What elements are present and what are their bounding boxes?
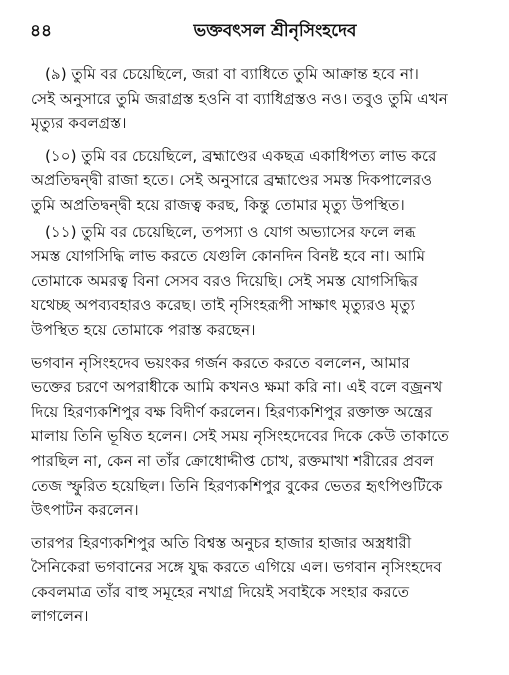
text-line: তারপর হিরণ্যকশিপুর অতি বিশ্বস্ত অনুচর হাজার হাজার অস্ত্রধারী [31, 533, 412, 552]
text-line: দিয়ে হিরণ্যকশিপুর বক্ষ বিদীর্ণ করলেন। হিরণ্যকশিপুর রক্তাক্ত অন্ত্রের [31, 402, 433, 421]
text-line: ভগবান নৃসিংহদেব ভয়ংকর গর্জন করতে করতে বললেন, আমার [31, 353, 410, 372]
text-line: (১০) তুমি বর চেয়েছিলে, ব্রহ্মাণ্ডের একছত্র একাধিপত্য লাভ করে [45, 146, 437, 165]
running-title: ভক্তবৎসল শ্রীনৃসিংহদেব [193, 21, 357, 41]
text-line: তেজ স্ফুরিত হয়েছিল। তিনি হিরণ্যকশিপুর বুকের ভেতর হৃৎপিণ্ডটিকে [31, 476, 443, 495]
body-text [31, 62, 483, 631]
paragraph-11 [31, 220, 483, 343]
text-line: মালায় তিনি ভূষিত হলেন। সেই সময় নৃসিংহদেবের দিকে কেউ তাকাতে [31, 427, 449, 446]
paragraph-narrative-2 [31, 531, 483, 629]
paragraph-9 [31, 62, 483, 136]
text-line: কেবলমাত্র তাঁর বাহু সমূহের নখাগ্র দিয়েই সবাইকে সংহার করতে [31, 582, 410, 601]
text-line: তুমি অপ্রতিদ্বন্দ্বী হয়ে রাজত্ব করছ, কিন্তু তোমার মৃত্যু উপস্থিত। [31, 195, 405, 214]
text-line: (৯) তুমি বর চেয়েছিলে, জরা বা ব্যাধিতে তুমি আক্রান্ত হবে না। [45, 65, 419, 83]
text-line: অপ্রতিদ্বন্দ্বী রাজা হতে। সেই অনুসারে ব্রহ্মাণ্ডের সমস্ত দিকপালেরও [31, 171, 433, 190]
text-line: সৈনিকেরা ভগবানের সঙ্গে যুদ্ধ করতে এগিয়ে এল। ভগবান নৃসিংহদেব [31, 558, 442, 577]
text-line: উপস্থিত হয়ে তোমাকে পরাস্ত করছেন। [31, 320, 256, 339]
paragraph-narrative-1 [31, 351, 483, 523]
text-line: তোমাকে অমরত্ব বিনা সেসব বরও দিয়েছি। সেই সমস্ত যোগসিদ্ধির [31, 271, 419, 290]
page-number: ৪৪ [30, 21, 53, 41]
paragraph-10 [31, 144, 483, 218]
text-line: যথেচ্ছ অপব্যবহারও করেছ। তাই নৃসিংহরূপী সাক্ষাৎ মৃত্যুরও মৃত্যু [31, 296, 415, 315]
text-line: ভক্তের চরণে অপরাধীকে আমি কখনও ক্ষমা করি না। এই বলে বজ্রনখ [31, 378, 443, 397]
text-line: মৃত্যুর কবলগ্রস্ত। [31, 114, 127, 133]
text-line: সেই অনুসারে তুমি জরাগ্রস্ত হওনি বা ব্যাধিগ্রস্তও নও। তবুও তুমি এখন [31, 89, 448, 108]
text-line: সমস্ত যোগসিদ্ধি লাভ করতে যেগুলি কোনদিন বিনষ্ট হবে না। আমি [31, 247, 426, 266]
text-line: (১১) তুমি বর চেয়েছিলে, তপস্যা ও যোগ অভ্যাসের ফলে লব্ধ [45, 222, 416, 241]
text-line: পারছিল না, কেন না তাঁর ক্রোধোদ্দীপ্ত চোখ, রক্তমাখা শরীরের প্রবল [31, 451, 434, 470]
text-line: লাগলেন। [31, 607, 89, 626]
text-line: উৎপাটন করলেন। [31, 501, 139, 520]
page-header [30, 18, 480, 42]
